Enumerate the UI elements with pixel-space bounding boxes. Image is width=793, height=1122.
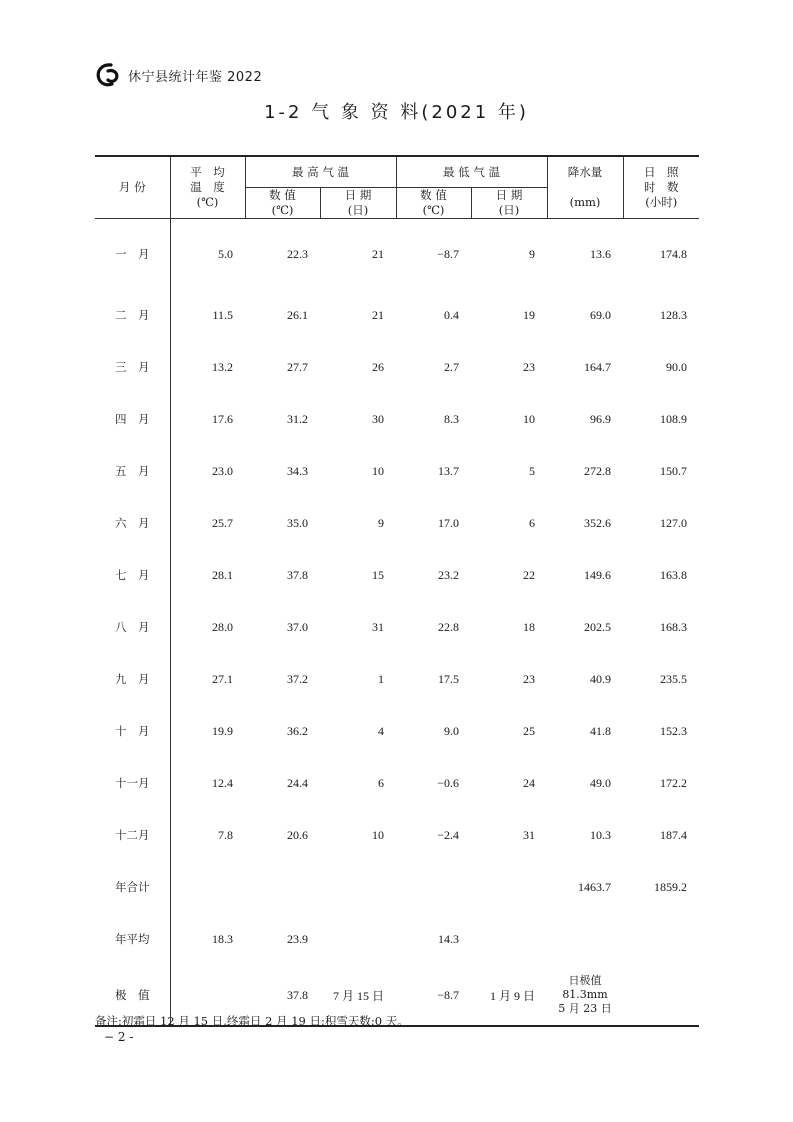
header-max-temp: 最 高 气 温 bbox=[245, 156, 396, 188]
cell-max: 26.1 bbox=[287, 307, 308, 322]
cell-max-day: 21 bbox=[372, 246, 384, 261]
cell-sun: 1859.2 bbox=[654, 879, 687, 894]
cell-max: 31.2 bbox=[287, 411, 308, 426]
cell-max-day: 7 月 15 日 bbox=[320, 965, 396, 1026]
header-month: 月 份 bbox=[95, 156, 170, 219]
cell-max bbox=[245, 861, 320, 913]
table-body bbox=[95, 219, 699, 1027]
cell-min-day: 19 bbox=[523, 307, 535, 322]
header-precip: 降水量 (mm) bbox=[547, 156, 623, 219]
cell-avg: 13.2 bbox=[170, 341, 245, 393]
cell-max: 35.0 bbox=[287, 515, 308, 530]
table-row bbox=[95, 653, 699, 705]
cell-precip: 202.5 bbox=[584, 619, 611, 634]
table-row bbox=[95, 705, 699, 757]
cell-max-day: 9 bbox=[378, 515, 384, 530]
cell-max-day bbox=[320, 913, 396, 965]
cell-min-day: 25 bbox=[523, 723, 535, 738]
row-label: 四 月 bbox=[115, 412, 150, 426]
cell-precip: 69.0 bbox=[590, 307, 611, 322]
table-row bbox=[95, 757, 699, 809]
cell-min: 23.2 bbox=[438, 567, 459, 582]
cell-min-day: 18 bbox=[523, 619, 535, 634]
cell-precip: 164.7 bbox=[584, 359, 611, 374]
row-label: 五 月 bbox=[115, 464, 150, 478]
cell-max-day: 10 bbox=[372, 463, 384, 478]
cell-max-day: 1 bbox=[378, 671, 384, 686]
cell-min: 17.0 bbox=[438, 515, 459, 530]
cell-avg: 25.7 bbox=[170, 497, 245, 549]
cell-precip: 10.3 bbox=[590, 827, 611, 842]
cell-precip: 13.6 bbox=[590, 246, 611, 261]
cell-max: 37.0 bbox=[287, 619, 308, 634]
cell-avg bbox=[170, 861, 245, 913]
row-label: 三 月 bbox=[115, 360, 150, 374]
cell-min bbox=[396, 861, 471, 913]
header-avg-temp: 平 均 温 度 (℃) bbox=[170, 156, 245, 219]
cell-precip: 149.6 bbox=[584, 567, 611, 582]
cell-max-day: 30 bbox=[372, 411, 384, 426]
table-row bbox=[95, 497, 699, 549]
header-sunshine: 日 照 时 数 (小时) bbox=[623, 156, 699, 219]
cell-avg: 27.1 bbox=[170, 653, 245, 705]
header-max-value: 数 值 (℃) bbox=[245, 188, 320, 219]
table-row bbox=[95, 861, 699, 913]
cell-precip-extreme: 日极值 81.3mm 5 月 23 日 bbox=[547, 965, 623, 1026]
cell-min: −8.7 bbox=[437, 246, 459, 261]
cell-precip: 41.8 bbox=[590, 723, 611, 738]
cell-min-day bbox=[471, 861, 547, 913]
cell-max: 23.9 bbox=[287, 931, 308, 946]
cell-min-day: 22 bbox=[523, 567, 535, 582]
cell-min: 22.8 bbox=[438, 619, 459, 634]
cell-max: 36.2 bbox=[287, 723, 308, 738]
cell-avg: 12.4 bbox=[170, 757, 245, 809]
cell-avg: 11.5 bbox=[170, 289, 245, 341]
table-row bbox=[95, 341, 699, 393]
cell-sun: 108.9 bbox=[660, 411, 687, 426]
header-max-date: 日 期 (日) bbox=[320, 188, 396, 219]
cell-avg: 7.8 bbox=[170, 809, 245, 861]
cell-precip: 352.6 bbox=[584, 515, 611, 530]
cell-avg: 28.1 bbox=[170, 549, 245, 601]
cell-min-day: 31 bbox=[523, 827, 535, 842]
row-label: 七 月 bbox=[115, 568, 150, 582]
cell-max-day: 26 bbox=[372, 359, 384, 374]
row-label: 八 月 bbox=[115, 620, 150, 634]
row-label: 年平均 bbox=[115, 932, 150, 946]
cell-max-day: 15 bbox=[372, 567, 384, 582]
cell-min-day: 10 bbox=[523, 411, 535, 426]
page-number: − 2 - bbox=[104, 1030, 134, 1044]
weather-table-container bbox=[95, 155, 699, 1027]
header-min-value: 数 值 (℃) bbox=[396, 188, 471, 219]
cell-max-day: 21 bbox=[372, 307, 384, 322]
cell-min-day: 9 bbox=[529, 246, 535, 261]
row-label: 九 月 bbox=[115, 672, 150, 686]
yearbook-logo-icon bbox=[94, 62, 122, 88]
row-label: 十二月 bbox=[115, 828, 150, 842]
cell-avg: 28.0 bbox=[170, 601, 245, 653]
cell-min-day: 5 bbox=[529, 463, 535, 478]
table-row bbox=[95, 913, 699, 965]
cell-avg: 19.9 bbox=[170, 705, 245, 757]
footnote: 备注:初霜日 12 月 15 日,终霜日 2 月 19 日;积雪天数:0 天。 bbox=[95, 1014, 409, 1028]
row-label: 二 月 bbox=[115, 308, 150, 322]
cell-max-day: 4 bbox=[378, 723, 384, 738]
cell-avg: 18.3 bbox=[170, 913, 245, 965]
table-row bbox=[95, 809, 699, 861]
cell-sun: 187.4 bbox=[660, 827, 687, 842]
cell-min: 2.7 bbox=[444, 359, 459, 374]
row-label: 极 值 bbox=[95, 965, 170, 1026]
cell-max-day: 31 bbox=[372, 619, 384, 634]
cell-min: 8.3 bbox=[444, 411, 459, 426]
cell-min-day: 1 月 9 日 bbox=[471, 965, 547, 1026]
cell-max: 24.4 bbox=[287, 775, 308, 790]
cell-min: 17.5 bbox=[438, 671, 459, 686]
weather-table bbox=[95, 155, 699, 1027]
cell-min: −0.6 bbox=[437, 775, 459, 790]
cell-precip: 49.0 bbox=[590, 775, 611, 790]
cell-min: −8.7 bbox=[396, 965, 471, 1026]
cell-avg: 17.6 bbox=[170, 393, 245, 445]
cell-avg: 5.0 bbox=[170, 219, 245, 290]
header-min-temp: 最 低 气 温 bbox=[396, 156, 547, 188]
cell-min-day: 6 bbox=[529, 515, 535, 530]
cell-precip: 1463.7 bbox=[578, 879, 611, 894]
cell-min: −2.4 bbox=[437, 827, 459, 842]
cell-sun: 127.0 bbox=[660, 515, 687, 530]
cell-min: 14.3 bbox=[438, 931, 459, 946]
cell-min-day bbox=[471, 913, 547, 965]
cell-precip bbox=[547, 913, 623, 965]
cell-min: 0.4 bbox=[444, 307, 459, 322]
row-label: 六 月 bbox=[115, 516, 150, 530]
cell-min-day: 23 bbox=[523, 671, 535, 686]
cell-sun: 172.2 bbox=[660, 775, 687, 790]
cell-min: 13.7 bbox=[438, 463, 459, 478]
cell-sun: 152.3 bbox=[660, 723, 687, 738]
cell-sun: 150.7 bbox=[660, 463, 687, 478]
table-row bbox=[95, 393, 699, 445]
cell-sun: 174.8 bbox=[660, 246, 687, 261]
cell-precip: 40.9 bbox=[590, 671, 611, 686]
cell-max-day: 6 bbox=[378, 775, 384, 790]
cell-avg: 23.0 bbox=[170, 445, 245, 497]
cell-sun: 163.8 bbox=[660, 567, 687, 582]
cell-min: 9.0 bbox=[444, 723, 459, 738]
cell-max: 27.7 bbox=[287, 359, 308, 374]
table-row bbox=[95, 445, 699, 497]
cell-sun: 128.3 bbox=[660, 307, 687, 322]
table-title: 1-2 气 象 资 料(2021 年) bbox=[264, 102, 529, 123]
row-label: 年合计 bbox=[115, 880, 150, 894]
cell-sun: 90.0 bbox=[666, 359, 687, 374]
table-row bbox=[95, 601, 699, 653]
cell-max-day bbox=[320, 861, 396, 913]
cell-precip: 96.9 bbox=[590, 411, 611, 426]
row-label: 十 月 bbox=[115, 724, 150, 738]
cell-sun bbox=[623, 913, 699, 965]
cell-sun: 235.5 bbox=[660, 671, 687, 686]
header-min-date: 日 期 (日) bbox=[471, 188, 547, 219]
row-label: 一 月 bbox=[115, 247, 150, 261]
page-header bbox=[94, 62, 262, 88]
cell-sun bbox=[623, 965, 699, 1026]
cell-max: 37.8 bbox=[245, 965, 320, 1026]
table-row bbox=[95, 219, 699, 290]
cell-max-day: 10 bbox=[372, 827, 384, 842]
cell-max: 37.2 bbox=[287, 671, 308, 686]
cell-sun: 168.3 bbox=[660, 619, 687, 634]
table-row bbox=[95, 289, 699, 341]
row-label: 十一月 bbox=[115, 776, 150, 790]
cell-min-day: 23 bbox=[523, 359, 535, 374]
cell-max: 20.6 bbox=[287, 827, 308, 842]
book-title: 休宁县统计年鉴 2022 bbox=[128, 69, 263, 85]
cell-max: 37.8 bbox=[287, 567, 308, 582]
cell-max: 34.3 bbox=[287, 463, 308, 478]
cell-precip: 272.8 bbox=[584, 463, 611, 478]
table-row bbox=[95, 549, 699, 601]
cell-min-day: 24 bbox=[523, 775, 535, 790]
cell-max: 22.3 bbox=[287, 246, 308, 261]
